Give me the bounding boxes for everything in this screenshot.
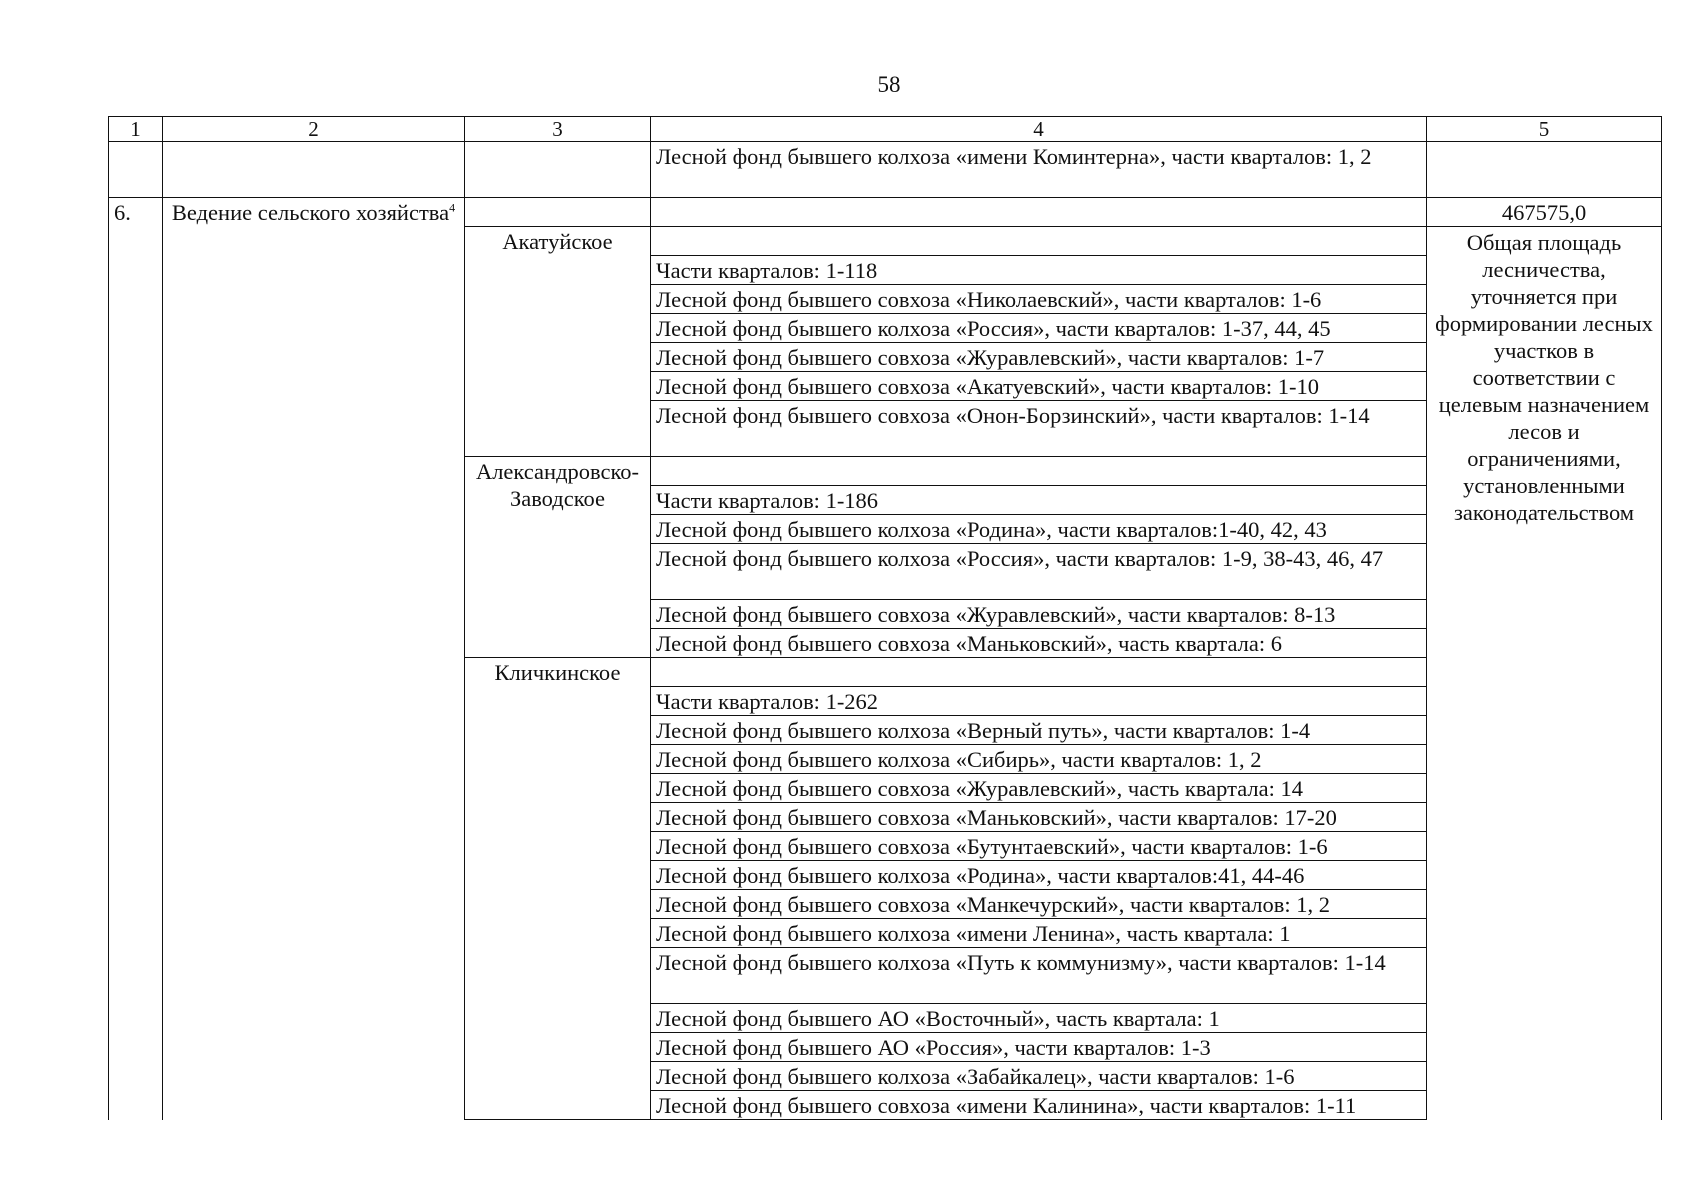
- forest-fund-cell: Лесной фонд бывшего колхоза «имени Коминтерна», части кварталов: 1, 2: [651, 142, 1427, 198]
- section-purpose: [163, 198, 465, 1120]
- section-note: Общая площадь лесничества, уточняется при формировании лесных участков в соответствии с целевым назначением лесов и ограничениями, установленными законодательством: [1427, 227, 1662, 1120]
- forest-fund-cell: Лесной фонд бывшего колхоза «имени Ленина», часть квартала: 1: [651, 919, 1427, 948]
- forestry-name: Акатуйское: [465, 227, 651, 457]
- section-number: 6.: [109, 198, 163, 1120]
- forest-fund-cell: [651, 457, 1427, 486]
- column-number-1: 1: [109, 117, 163, 142]
- column-number-3: 3: [465, 117, 651, 142]
- blank-cell: [109, 142, 163, 198]
- forest-fund-cell: Части кварталов: 1-262: [651, 687, 1427, 716]
- forest-purpose-table: [108, 116, 1662, 1120]
- forest-fund-cell: Лесной фонд бывшего колхоза «Родина», части кварталов:1-40, 42, 43: [651, 515, 1427, 544]
- forest-fund-cell: Лесной фонд бывшего колхоза «Россия», части кварталов: 1-9, 38-43, 46, 47: [651, 544, 1427, 600]
- forest-fund-cell: Лесной фонд бывшего совхоза «Журавлевский», часть квартала: 14: [651, 774, 1427, 803]
- forest-fund-cell: Лесной фонд бывшего совхоза «Бутунтаевский», части кварталов: 1-6: [651, 832, 1427, 861]
- forest-fund-cell: Лесной фонд бывшего совхоза «Маньковский», части кварталов: 17-20: [651, 803, 1427, 832]
- forest-fund-cell: [651, 658, 1427, 687]
- forestry-name: Александровско-Заводское: [465, 457, 651, 658]
- forest-fund-cell: Лесной фонд бывшего колхоза «Забайкалец», части кварталов: 1-6: [651, 1062, 1427, 1091]
- forest-fund-cell: Лесной фонд бывшего АО «Россия», части кварталов: 1-3: [651, 1033, 1427, 1062]
- forest-fund-cell: Лесной фонд бывшего колхоза «Верный путь», части кварталов: 1-4: [651, 716, 1427, 745]
- blank-cell: [651, 198, 1427, 227]
- column-number-5: 5: [1427, 117, 1662, 142]
- page-number: 58: [877, 72, 901, 97]
- forest-fund-cell: Лесной фонд бывшего совхоза «Манкечурский», части кварталов: 1, 2: [651, 890, 1427, 919]
- footnote-mark: 4: [449, 200, 456, 215]
- forest-fund-cell: Лесной фонд бывшего совхоза «Маньковский», часть квартала: 6: [651, 629, 1427, 658]
- forest-fund-cell: Лесной фонд бывшего колхоза «Путь к коммунизму», части кварталов: 1-14: [651, 948, 1427, 1004]
- forest-fund-cell: Лесной фонд бывшего АО «Восточный», часть квартала: 1: [651, 1004, 1427, 1033]
- column-number-2: 2: [163, 117, 465, 142]
- section-area: 467575,0: [1427, 198, 1662, 227]
- forestry-name: Кличкинское: [465, 658, 651, 1120]
- forest-fund-cell: Части кварталов: 1-186: [651, 486, 1427, 515]
- column-number-4: 4: [651, 117, 1427, 142]
- forest-fund-cell: Лесной фонд бывшего совхоза «Онон-Борзинский», части кварталов: 1-14: [651, 401, 1427, 457]
- forest-fund-cell: [651, 227, 1427, 256]
- forest-fund-cell: Лесной фонд бывшего совхоза «Николаевский», части кварталов: 1-6: [651, 285, 1427, 314]
- forest-fund-cell: Лесной фонд бывшего колхоза «Родина», части кварталов:41, 44-46: [651, 861, 1427, 890]
- forest-fund-cell: Лесной фонд бывшего колхоза «Россия», части кварталов: 1-37, 44, 45: [651, 314, 1427, 343]
- forest-fund-cell: Лесной фонд бывшего совхоза «Журавлевский», части кварталов: 8-13: [651, 600, 1427, 629]
- blank-cell: [465, 142, 651, 198]
- forest-fund-cell: Лесной фонд бывшего колхоза «Сибирь», части кварталов: 1, 2: [651, 745, 1427, 774]
- continuation-row: [109, 142, 1662, 198]
- forest-fund-cell: Лесной фонд бывшего совхоза «имени Калинина», части кварталов: 1-11: [651, 1091, 1427, 1120]
- forest-fund-cell: Лесной фонд бывшего совхоза «Журавлевский», части кварталов: 1-7: [651, 343, 1427, 372]
- section-row: [109, 198, 1662, 227]
- forest-fund-cell: Лесной фонд бывшего совхоза «Акатуевский», части кварталов: 1-10: [651, 372, 1427, 401]
- blank-cell: [163, 142, 465, 198]
- section-purpose-text: Ведение сельского хозяйства: [171, 200, 450, 225]
- blank-cell: [1427, 142, 1662, 198]
- forest-fund-cell: Части кварталов: 1-118: [651, 256, 1427, 285]
- blank-cell: [465, 198, 651, 227]
- column-number-row: [109, 117, 1662, 142]
